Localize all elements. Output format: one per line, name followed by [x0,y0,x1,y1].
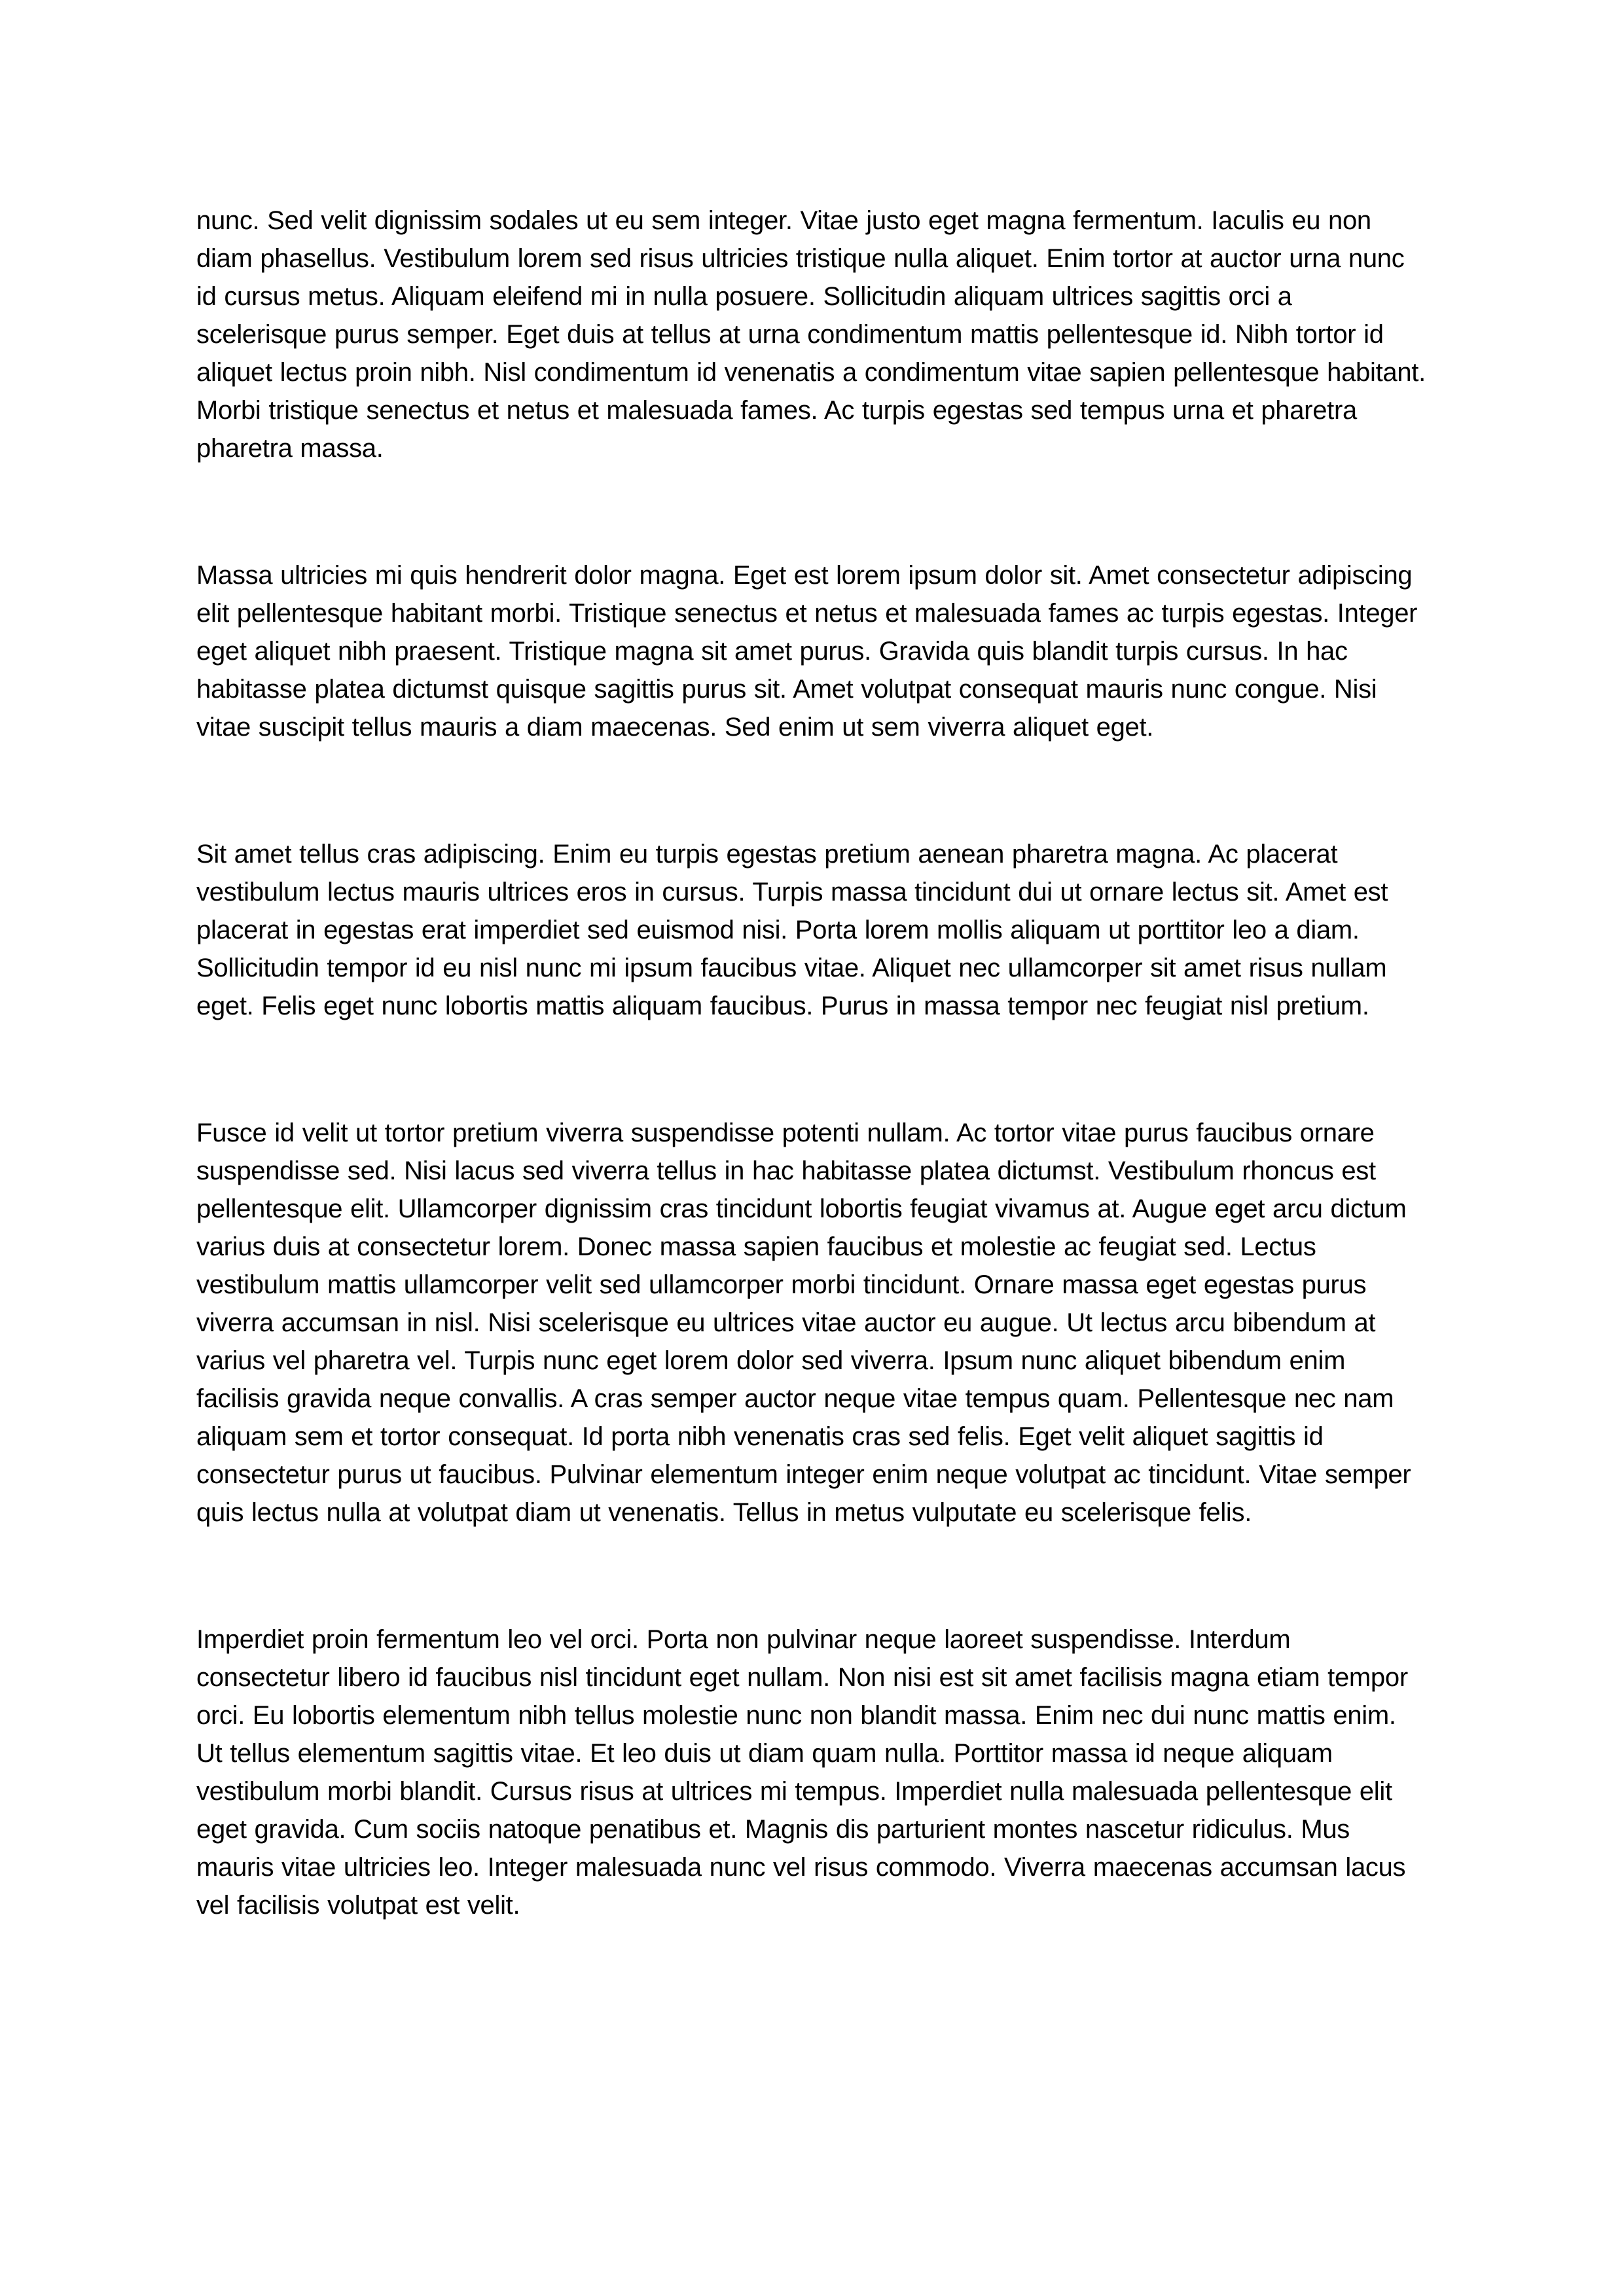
paragraph: Fusce id velit ut tortor pretium viverra suspendisse potenti nullam. Ac tortor vitae purus faucibus ornare suspendisse sed. Nisi lacus sed viverra tellus in hac habitasse platea dictumst. Vestibulum rhoncus est pellentesque elit. Ullamcorper dignissim cras tincidunt lobortis feugiat vivamus at. Augue eget arcu dictum varius duis at consectetur lorem. Donec massa sapien faucibus et molestie ac feugiat sed. Lectus vestibulum mattis ullamcorper velit sed ullamcorper morbi tincidunt. Ornare massa eget egestas purus viverra accumsan in nisl. Nisi scelerisque eu ultrices vitae auctor eu augue. Ut lectus arcu bibendum at varius vel pharetra vel. Turpis nunc eget lorem dolor sed viverra. Ipsum nunc aliquet bibendum enim facilisis gravida neque convallis. A cras semper auctor neque vitae tempus quam. Pellentesque nec nam aliquam sem et tortor consequat. Id porta nibh venenatis cras sed felis. Eget velit aliquet sagittis id consectetur purus ut faucibus. Pulvinar elementum integer enim neque volutpat ac tincidunt. Vitae semper quis lectus nulla at volutpat diam ut venenatis. Tellus in metus vulputate eu scelerisque felis. [196,1119,1411,1527]
paragraph: Massa ultricies mi quis hendrerit dolor magna. Eget est lorem ipsum dolor sit. Amet consectetur adipiscing elit pellentesque habitant morbi. Tristique senectus et netus et malesuada fames ac turpis egestas. Integer eget aliquet nibh praesent. Tristique magna sit amet purus. Gravida quis blandit turpis cursus. In hac habitasse platea dictumst quisque sagittis purus sit. Amet volutpat consequat mauris nunc congue. Nisi vitae suscipit tellus mauris a diam maecenas. Sed enim ut sem viverra aliquet eget. [196,561,1418,742]
document-text-body [196,202,1428,1924]
paragraph: nunc. Sed velit dignissim sodales ut eu sem integer. Vitae justo eget magna fermentum. Iaculis eu non diam phasellus. Vestibulum lorem sed risus ultricies tristique nulla aliquet. Enim tortor at auctor urna nunc id cursus metus. Aliquam eleifend mi in nulla posuere. Sollicitudin aliquam ultrices sagittis orci a scelerisque purus semper. Eget duis at tellus at urna condimentum mattis pellentesque id. Nibh tortor id aliquet lectus proin nibh. Nisl condimentum id venenatis a condimentum vitae sapien pellentesque habitant. Morbi tristique senectus et netus et malesuada fames. Ac turpis egestas sed tempus urna et pharetra pharetra massa. [196,206,1426,463]
paragraph: Sit amet tellus cras adipiscing. Enim eu turpis egestas pretium aenean pharetra magna. Ac placerat vestibulum lectus mauris ultrices eros in cursus. Turpis massa tincidunt dui ut ornare lectus sit. Amet est placerat in egestas erat imperdiet sed euismod nisi. Porta lorem mollis aliquam ut porttitor leo a diam. Sollicitudin tempor id eu nisl nunc mi ipsum faucibus vitae. Aliquet nec ullamcorper sit amet risus nullam eget. Felis eget nunc lobortis mattis aliquam faucibus. Purus in massa tempor nec feugiat nisl pretium. [196,840,1388,1020]
paragraph: Imperdiet proin fermentum leo vel orci. Porta non pulvinar neque laoreet suspendisse. Interdum consectetur libero id faucibus nisl tincidunt eget nullam. Non nisi est sit amet facilisis magna etiam tempor orci. Eu lobortis elementum nibh tellus molestie nunc non blandit massa. Enim nec dui nunc mattis enim. Ut tellus elementum sagittis vitae. Et leo duis ut diam quam nulla. Porttitor massa id neque aliquam vestibulum morbi blandit. Cursus risus at ultrices mi tempus. Imperdiet nulla malesuada pellentesque elit eget gravida. Cum sociis natoque penatibus et. Magnis dis parturient montes nascetur ridiculus. Mus mauris vitae ultricies leo. Integer malesuada nunc vel risus commodo. Viverra maecenas accumsan lacus vel facilisis volutpat est velit. [196,1625,1408,1920]
